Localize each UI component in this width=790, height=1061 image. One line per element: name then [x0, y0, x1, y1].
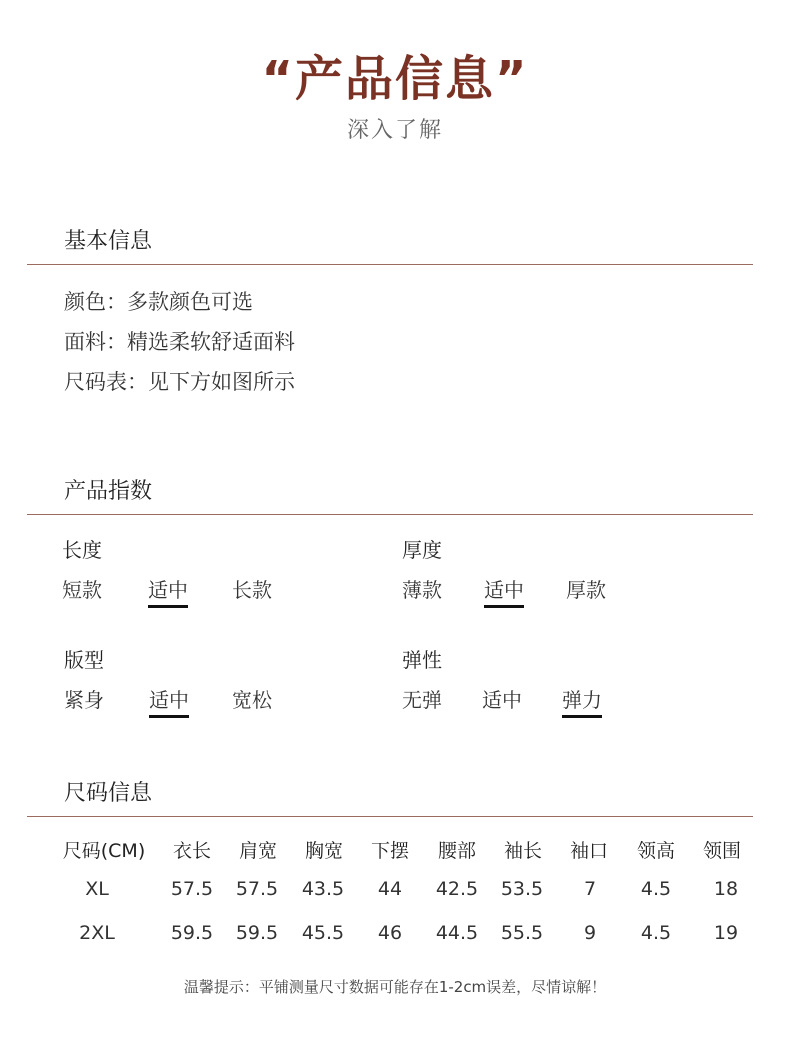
basic-info-heading: 基本信息 — [64, 229, 153, 254]
color-info: 颜色：多款颜色可选 — [64, 290, 253, 314]
measurement-tip: 温馨提示：平铺测量尺寸数据可能存在1-2cm误差，尽情谅解！ — [183, 978, 607, 996]
fit-option: 宽松 — [232, 688, 272, 712]
size-cell: 57.5 — [170, 878, 214, 900]
page-subtitle: 深入了解 — [346, 118, 443, 143]
size-cell: 44 — [377, 878, 403, 900]
fit-option-selected: 适中 — [149, 684, 189, 718]
thickness-option-selected: 适中 — [484, 574, 524, 608]
size-cell: 45.5 — [301, 922, 345, 944]
size-cell: 4.5 — [640, 878, 672, 900]
size-cell: 9 — [583, 922, 597, 944]
size-cell: 57.5 — [235, 878, 279, 900]
size-cell: XL — [85, 878, 109, 900]
size-cell: 55.5 — [500, 922, 544, 944]
product-index-heading: 产品指数 — [64, 479, 153, 504]
elasticity-label: 弹性 — [402, 648, 442, 672]
size-cell: 46 — [377, 922, 403, 944]
length-option-selected: 适中 — [148, 574, 188, 608]
size-header-cell: 领高 — [636, 840, 675, 862]
fit-label: 版型 — [64, 648, 104, 672]
size-cell: 42.5 — [435, 878, 479, 900]
length-label: 长度 — [62, 538, 102, 562]
size-header-cell: 肩宽 — [238, 840, 277, 862]
basic-info-divider — [27, 264, 753, 265]
size-header-cell: 袖长 — [503, 840, 542, 862]
size-cell: 59.5 — [170, 922, 214, 944]
size-cell: 4.5 — [640, 922, 672, 944]
size-info-heading: 尺码信息 — [64, 781, 153, 806]
size-cell: 7 — [583, 878, 597, 900]
product-index-divider — [27, 514, 753, 515]
size-cell: 18 — [713, 878, 739, 900]
size-chart-info: 尺码表：见下方如图所示 — [64, 370, 295, 394]
length-option: 短款 — [62, 578, 102, 602]
thickness-label: 厚度 — [402, 538, 442, 562]
size-info-divider — [27, 816, 753, 817]
size-cell: 44.5 — [435, 922, 479, 944]
elasticity-option: 无弹 — [402, 688, 442, 712]
size-header-cell: 腰部 — [437, 840, 476, 862]
size-header-cell: 领围 — [702, 840, 741, 862]
size-header-cell: 胸宽 — [304, 840, 343, 862]
size-cell: 53.5 — [500, 878, 544, 900]
size-cell: 43.5 — [301, 878, 345, 900]
fabric-info: 面料：精选柔软舒适面料 — [64, 330, 295, 354]
size-cell: 2XL — [79, 922, 115, 944]
size-header-cell: 尺码(CM) — [62, 840, 146, 862]
thickness-option: 厚款 — [566, 578, 606, 602]
size-header-cell: 袖口 — [569, 840, 608, 862]
size-header-cell: 下摆 — [370, 840, 409, 862]
length-option: 长款 — [232, 578, 272, 602]
size-cell: 59.5 — [235, 922, 279, 944]
elasticity-option: 适中 — [482, 688, 522, 712]
fit-option: 紧身 — [64, 688, 104, 712]
thickness-option: 薄款 — [402, 578, 442, 602]
size-cell: 19 — [713, 922, 739, 944]
page-title: “产品信息” — [261, 51, 529, 107]
size-header-cell: 衣长 — [172, 840, 211, 862]
elasticity-option-selected: 弹力 — [562, 684, 602, 718]
